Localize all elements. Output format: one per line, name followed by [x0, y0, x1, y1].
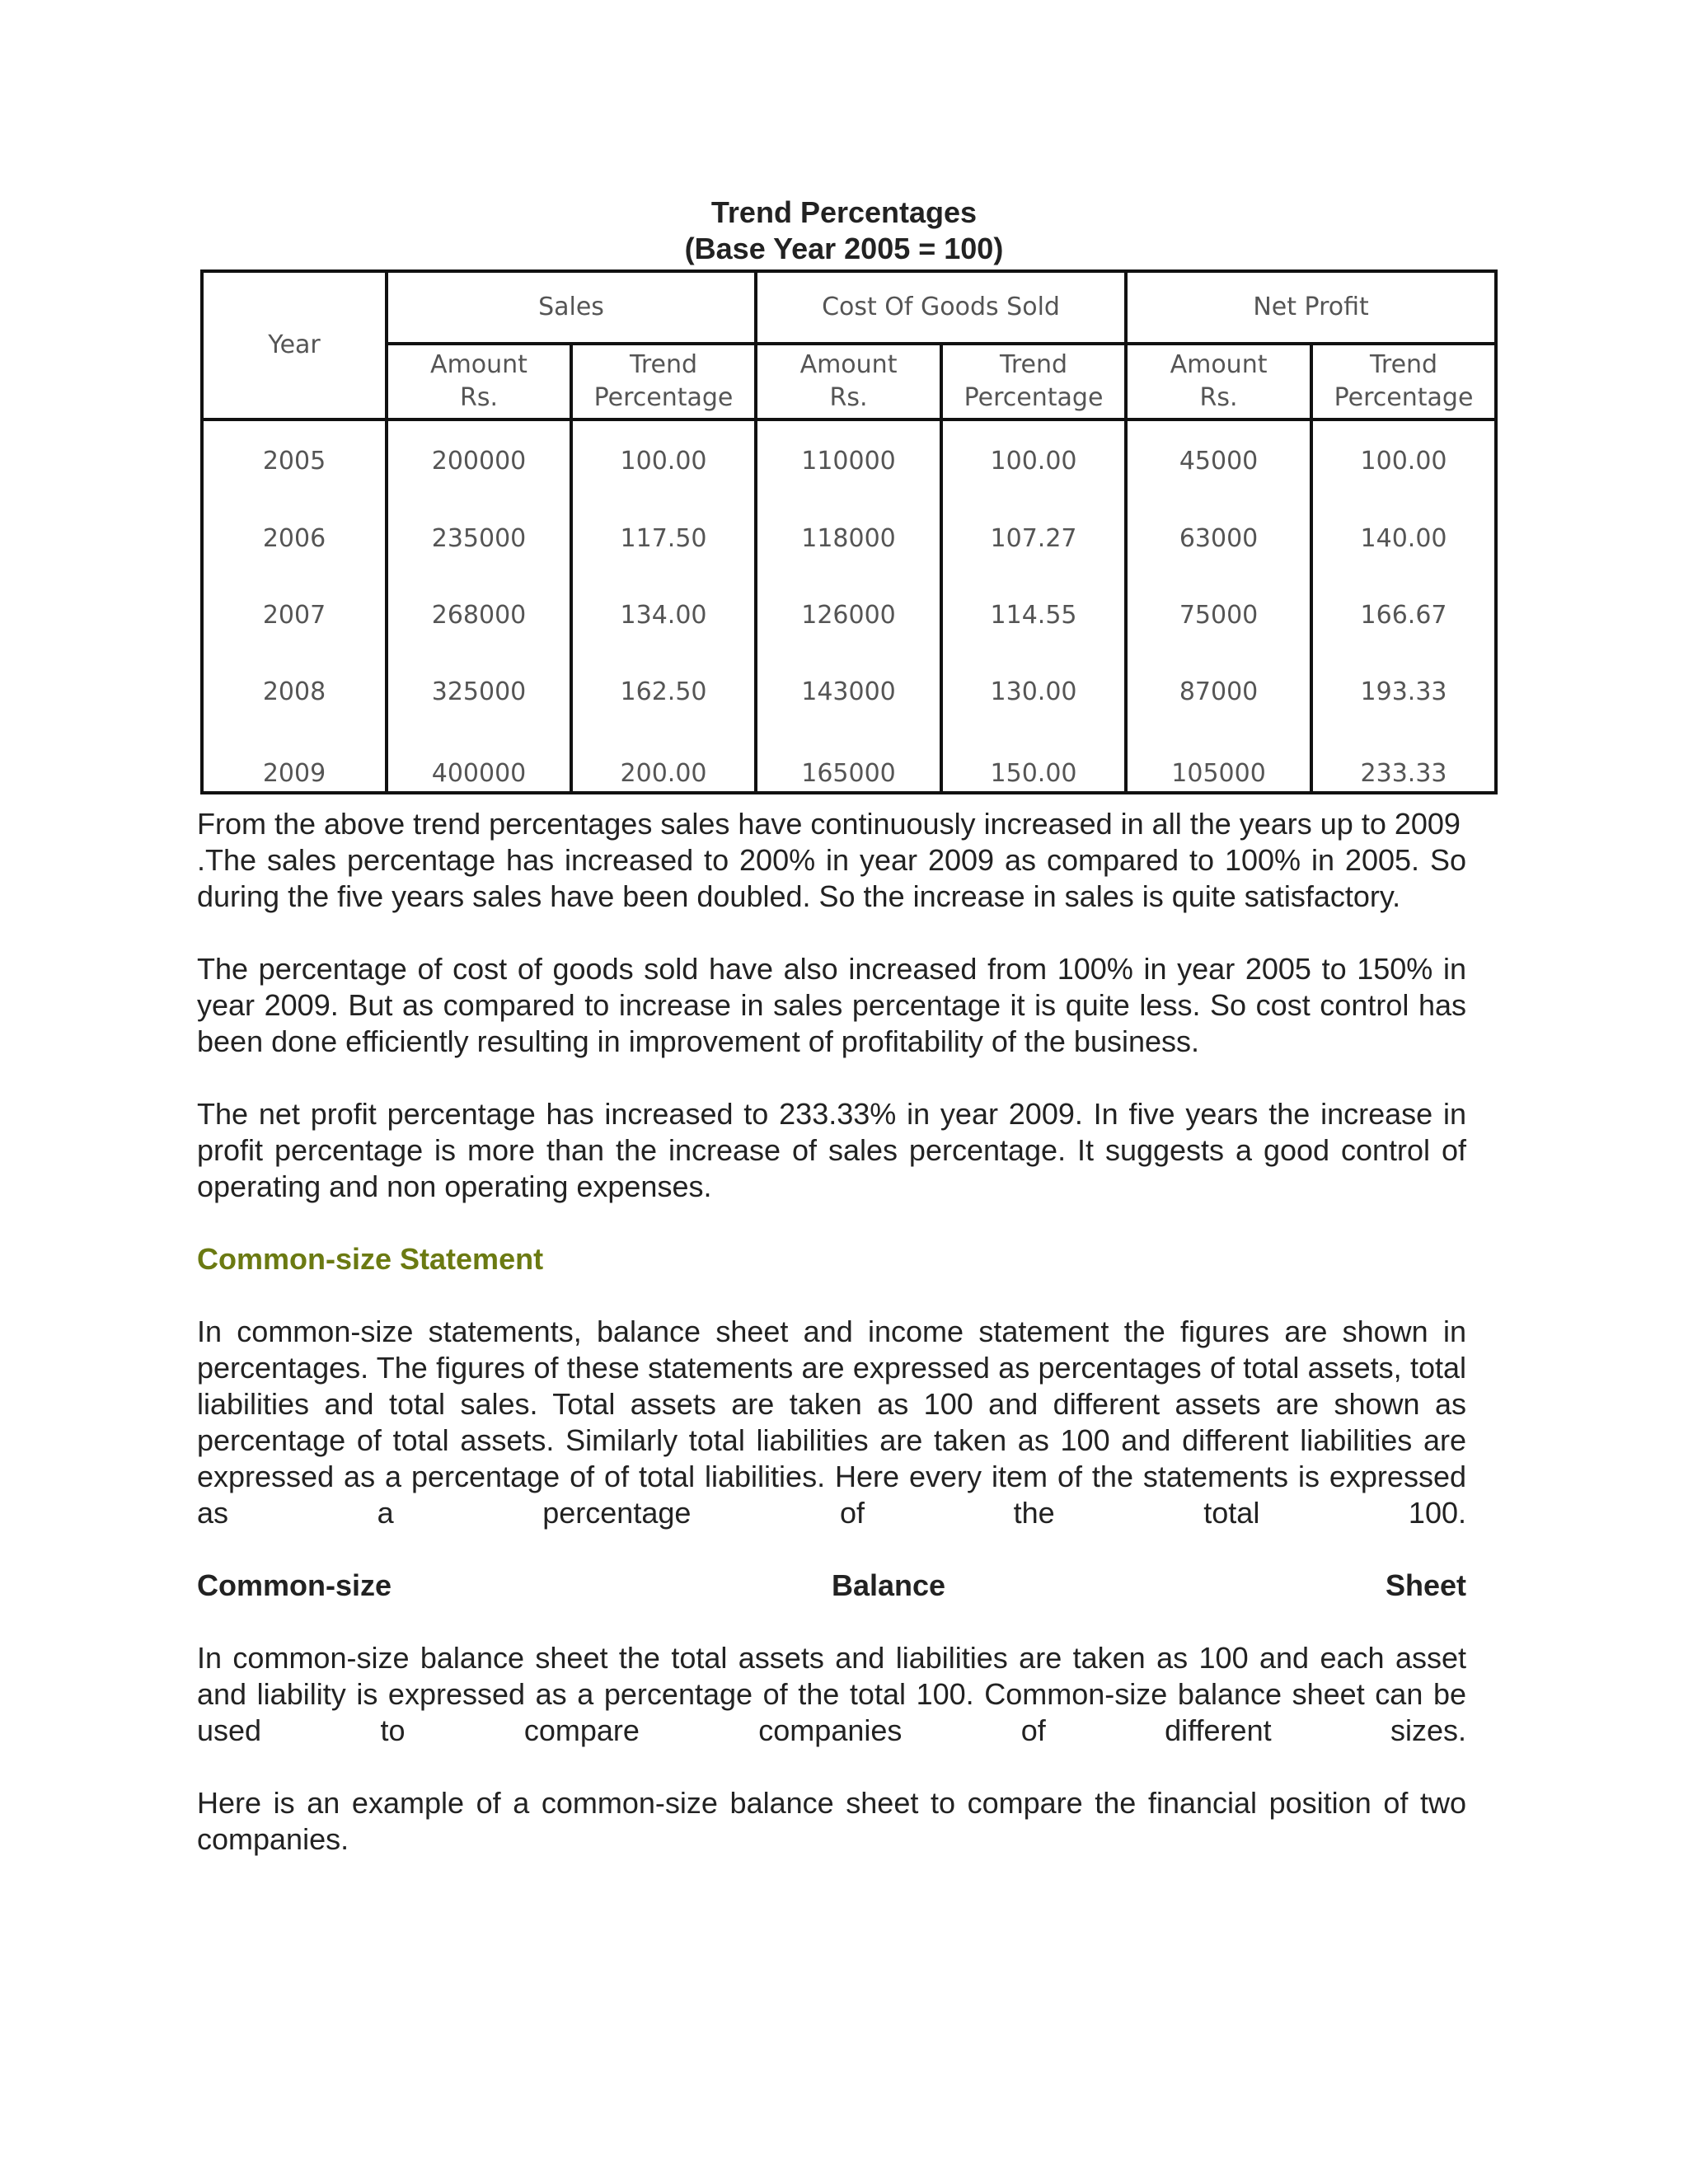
cell-year: 2007 — [202, 577, 387, 654]
cogs-group-header: Cost Of Goods Sold — [756, 271, 1126, 344]
cell-year: 2006 — [202, 500, 387, 577]
table-row — [202, 654, 1496, 730]
trend-table-container — [200, 269, 1494, 794]
paragraph-net-profit: The net profit percentage has increased to 233.33% in year 2009. In five years the increase in profit percentage is more than the increase of sales percentage. It suggests a good control of operating and non operating expenses. — [197, 1097, 1466, 1203]
document-body — [197, 806, 1466, 1858]
sales-amount-header: Amount Rs. — [387, 344, 571, 419]
net-profit-trend-header: Trend Percentage — [1311, 344, 1496, 419]
cell-net-profit-amount: 105000 — [1126, 730, 1311, 793]
paragraph-example: Here is an example of a common-size balance sheet to compare the financial position of two companies. — [197, 1786, 1466, 1856]
paragraph-common-size-balance-sheet: In common-size balance sheet the total assets and liabilities are taken as 100 and each asset and liability is expressed as a percentage of the total 100. Common-size balance sheet can be used to compare companies of different sizes. — [197, 1641, 1466, 1747]
cell-sales-amount: 325000 — [387, 654, 571, 730]
subheading-right: Sheet — [1385, 1568, 1466, 1602]
cell-year: 2005 — [202, 419, 387, 500]
cell-sales-amount: 400000 — [387, 730, 571, 793]
cell-net-profit-trend: 100.00 — [1311, 419, 1496, 500]
sales-trend-header: Trend Percentage — [571, 344, 756, 419]
table-row — [202, 577, 1496, 654]
document-title — [0, 194, 1688, 267]
subheading-left: Common-size — [197, 1568, 392, 1602]
cell-cogs-amount: 110000 — [756, 419, 941, 500]
trend-percentages-table — [200, 269, 1498, 794]
cell-sales-trend: 100.00 — [571, 419, 756, 500]
cell-cogs-amount: 165000 — [756, 730, 941, 793]
cell-net-profit-amount: 45000 — [1126, 419, 1311, 500]
paragraph-cost-of-goods: The percentage of cost of goods sold have also increased from 100% in year 2005 to 150% in year 2009. But as compared to increase in sales percentage it is quite less. So cost control has been done efficiently resulting in improvement of profitability of the business. — [197, 952, 1466, 1058]
subheading-mid: Balance — [831, 1568, 946, 1602]
cell-net-profit-amount: 75000 — [1126, 577, 1311, 654]
cell-cogs-trend: 114.55 — [941, 577, 1126, 654]
cell-year: 2008 — [202, 654, 387, 730]
cell-year: 2009 — [202, 730, 387, 793]
sales-group-header: Sales — [387, 271, 756, 344]
cell-sales-amount: 235000 — [387, 500, 571, 577]
cell-cogs-trend: 100.00 — [941, 419, 1126, 500]
table-row — [202, 500, 1496, 577]
cell-net-profit-trend: 193.33 — [1311, 654, 1496, 730]
cell-cogs-trend: 107.27 — [941, 500, 1126, 577]
cell-sales-amount: 268000 — [387, 577, 571, 654]
cogs-trend-header: Trend Percentage — [941, 344, 1126, 419]
cell-net-profit-trend: 140.00 — [1311, 500, 1496, 577]
cell-net-profit-trend: 233.33 — [1311, 730, 1496, 793]
year-header: Year — [202, 271, 387, 419]
cell-cogs-amount: 143000 — [756, 654, 941, 730]
net-profit-group-header: Net Profit — [1126, 271, 1496, 344]
section-heading: Common-size Statement — [197, 1242, 544, 1276]
net-profit-amount-header: Amount Rs. — [1126, 344, 1311, 419]
cell-cogs-trend: 130.00 — [941, 654, 1126, 730]
cell-net-profit-amount: 87000 — [1126, 654, 1311, 730]
paragraph-sales-intro: From the above trend percentages sales have continuously increased in all the years up to 2009 — [197, 807, 1461, 841]
paragraph-common-size-statements: In common-size statements, balance sheet and income statement the figures are shown in percentages. The figures of these statements are expressed as percentages of total assets, total liabilities and total sales. Total assets are taken as 100 and different assets are shown as percentage of total assets. Similarly total liabilities are taken as 100 and different liabilities are expressed as a percentage of of total liabilities. Here every item of the statements is expressed as a percentage of the total 100. — [197, 1315, 1466, 1530]
cell-sales-trend: 162.50 — [571, 654, 756, 730]
cell-cogs-trend: 150.00 — [941, 730, 1126, 793]
cell-sales-trend: 200.00 — [571, 730, 756, 793]
cell-cogs-amount: 126000 — [756, 577, 941, 654]
table-row — [202, 730, 1496, 793]
cell-cogs-amount: 118000 — [756, 500, 941, 577]
title-line-2: (Base Year 2005 = 100) — [684, 232, 1004, 265]
table-row — [202, 419, 1496, 500]
title-line-1: Trend Percentages — [710, 195, 978, 229]
cell-sales-trend: 117.50 — [571, 500, 756, 577]
cell-net-profit-trend: 166.67 — [1311, 577, 1496, 654]
cell-net-profit-amount: 63000 — [1126, 500, 1311, 577]
cell-sales-trend: 134.00 — [571, 577, 756, 654]
paragraph-sales-detail: .The sales percentage has increased to 200% in year 2009 as compared to 100% in 2005. So during the five years sales have been doubled. So the increase in sales is quite satisfactory. — [197, 843, 1466, 913]
cogs-amount-header: Amount Rs. — [756, 344, 941, 419]
subheading-common-size-balance-sheet — [197, 1568, 1466, 1604]
cell-sales-amount: 200000 — [387, 419, 571, 500]
